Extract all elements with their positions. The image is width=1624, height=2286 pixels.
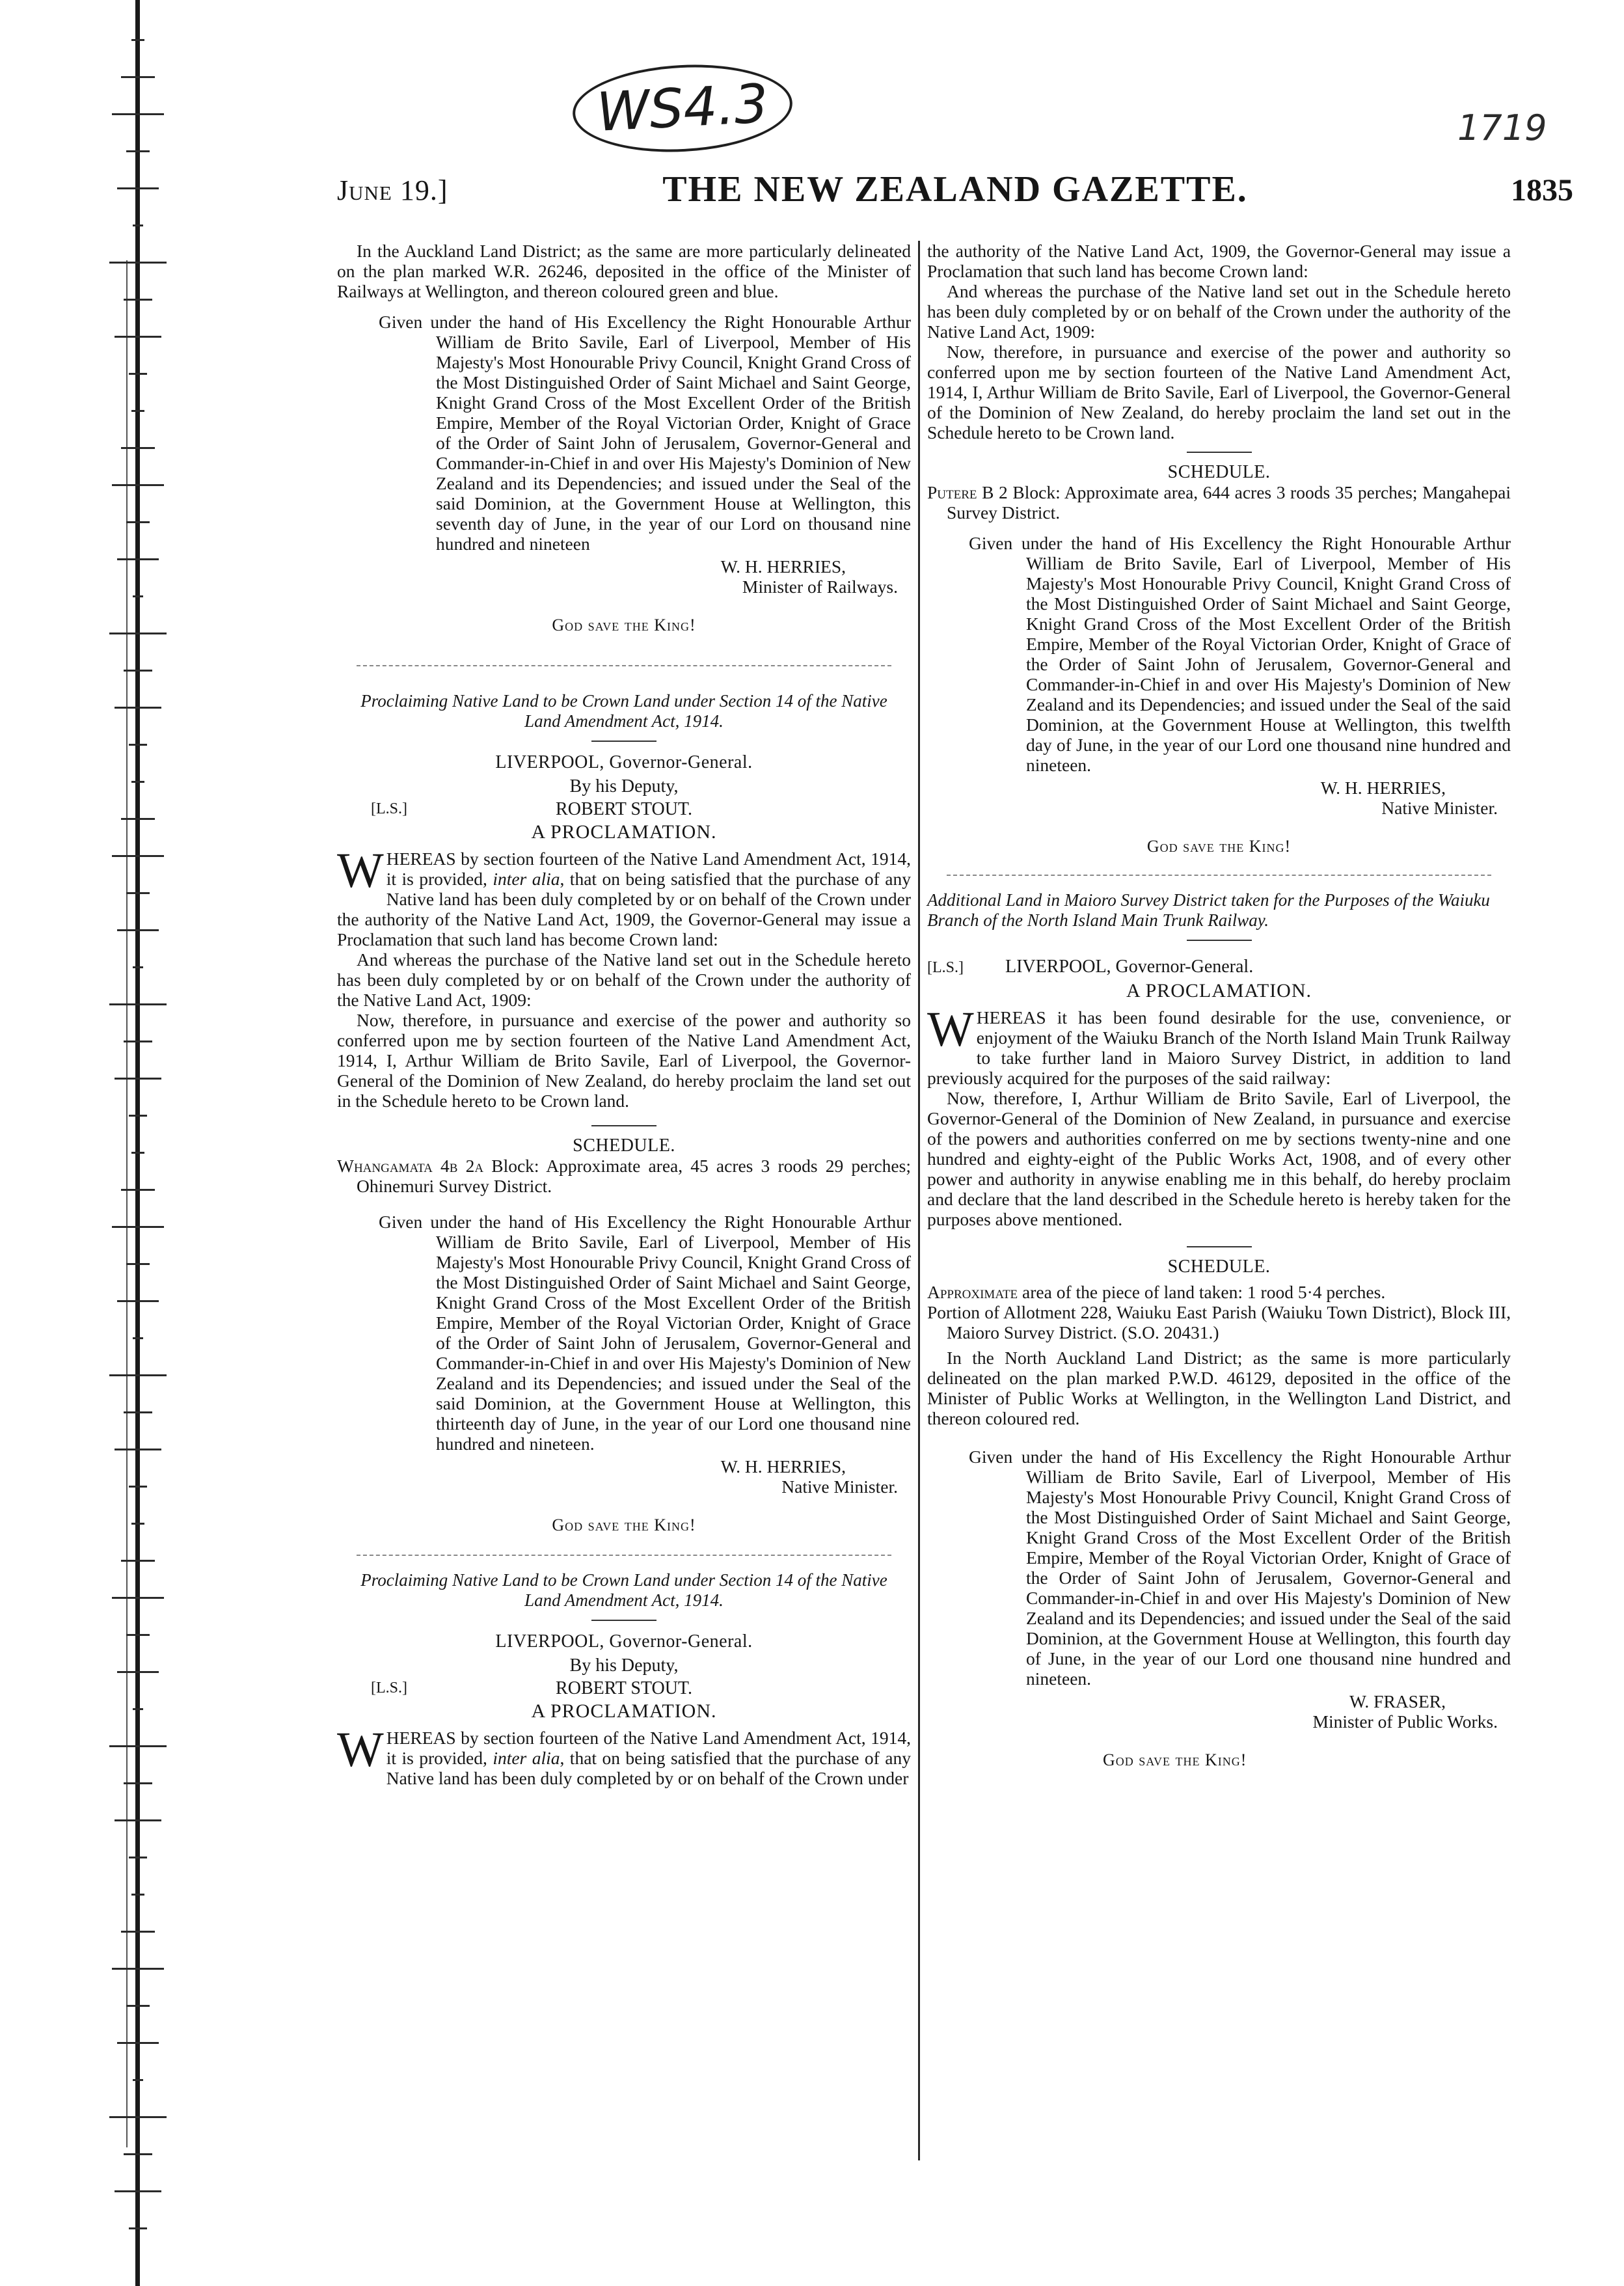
section-rule <box>357 665 891 668</box>
short-rule <box>591 741 656 742</box>
whereas-text-end: , that on being satisfied that the purchase of any Native land has been duly completed by or on behalf of the Crown under <box>386 1748 911 1788</box>
whereas-paragraph-2 <box>337 843 911 949</box>
land-district-paragraph: In the North Auckland Land District; as the same is more particularly delineated on the plan marked P.W.D. 46129, deposited in the office of the Minister of Public Works at Wellington, in the Wellington Land District, and thereon coloured red. <box>927 1348 1511 1428</box>
seal-row-3 <box>337 1678 911 1698</box>
signature-name-r2: W. FRASER, <box>1349 1691 1446 1711</box>
signature-role-1: Minister of Railways. <box>742 577 898 597</box>
binding-tick <box>112 1226 164 1228</box>
deputy-name-2: ROBERT STOUT. <box>556 799 692 819</box>
binding-tick <box>109 1745 167 1747</box>
schedule-entry <box>927 482 1511 523</box>
whereas-text-end: , that on being satisfied that the purchase of any Native land has been duly completed by or on behalf of the Crown under the authority of the Native Land Act, 1909, the Governor-General may issue a Proclamation that such land has become Crown land: <box>337 869 911 949</box>
proclamation-heading-3: Proclaiming Native Land to be Crown Land under Section 14 of the Native Land Amendment Act, 1914. <box>360 1570 887 1610</box>
now-therefore-paragraph: Now, therefore, in pursuance and exercise of the power and authority so conferred upon me by section fourteen of the Native Land Amendment Act, 1914, I, Arthur William de Brito Savile, Earl of Liverpool, the Governor-General of the Dominion of New Zealand, do hereby proclaim the land set out in the Schedule hereto to be Crown land. <box>927 342 1511 442</box>
section-rule <box>357 1555 891 1557</box>
given-under-hand-r2: Given under the hand of His Excellency the Right Honourable Arthur William de Brito Savile, Earl of Liverpool, Member of His Majesty's Most Honourable Privy Council, Knight Grand Cross of the Most Distinguished Order of Saint Michael and Saint George, Knight Grand Cross of the Most Excellent Order of the British Empire, Member of the Royal Victorian Order, Knight of Grace of the Order of Saint John of Jerusalem, Governor-General and Commander-in-Chief in and over His Majesty's Dominion of New Zealand and its Dependencies; and issued under the Seal of the said Dominion, at the Government House at Wellington, this fourth day of June, in the year of our Lord one thousand nine hundred and nineteen. <box>969 1447 1511 1689</box>
binding-tick <box>126 2005 150 2007</box>
binding-tick <box>121 818 155 820</box>
binding-tick <box>129 373 147 375</box>
signature-role-2: Native Minister. <box>781 1476 898 1497</box>
short-rule <box>1187 1246 1252 1247</box>
binding-tick <box>126 521 150 523</box>
now-therefore-paragraph-2: Now, therefore, in pursuance and exercise of the power and authority so conferred upon me by section fourteen of the Native Land Amendment Act, 1914, I, Arthur William de Brito Savile, Earl of Liverpool, the Governor-General of the Dominion of New Zealand, do hereby proclaim the land set out in the Schedule hereto to be Crown land. <box>337 1010 911 1111</box>
binding-tick <box>131 1152 144 1154</box>
signature-role-r1: Native Minister. <box>1381 798 1498 818</box>
god-save-king-2: God save the King! <box>552 1516 696 1534</box>
whereas-paragraph-r2 <box>927 1002 1511 1088</box>
binding-tick <box>126 892 150 894</box>
god-save-king-1: God save the King! <box>552 616 696 634</box>
binding-tick <box>115 2190 161 2192</box>
seal-row-2 <box>337 799 911 819</box>
binding-tick <box>129 1486 147 1488</box>
seal-mark: [L.S.] <box>927 959 964 976</box>
binding-tick <box>109 633 167 634</box>
proclamation-heading-r2: Additional Land in Maioro Survey District taken for the Purposes of the Waiuku Branch of the North Island Main Trunk Railway. <box>927 890 1490 930</box>
short-rule <box>1187 452 1252 453</box>
binding-tick <box>131 410 144 412</box>
continued-paragraph: the authority of the Native Land Act, 1909, the Governor-General may issue a Proclamation that such land has become Crown land: <box>927 241 1511 281</box>
schedule-entry-2 <box>337 1156 911 1196</box>
binding-tick <box>109 1003 167 1005</box>
approximate-value: area of the piece of land taken: 1 rood 5·4 perches. <box>1018 1282 1386 1302</box>
seal-mark: [L.S.] <box>371 800 407 817</box>
drop-cap: W <box>337 843 384 898</box>
binding-tick <box>124 299 152 301</box>
binding-tick <box>124 1782 152 1784</box>
schedule-heading: SCHEDULE. <box>1167 462 1271 482</box>
inter-alia: inter alia <box>493 1748 560 1768</box>
binding-tick <box>121 1189 155 1191</box>
right-column <box>927 241 1511 2265</box>
short-rule <box>591 1125 656 1126</box>
binding-tick <box>109 262 167 264</box>
section-rule <box>947 875 1491 877</box>
binding-edge-line <box>126 260 128 2147</box>
governor-general-2: LIVERPOOL, Governor-General. <box>495 752 753 772</box>
binding-tick <box>126 1634 150 1636</box>
binding-tick <box>129 1115 147 1117</box>
binding-line <box>135 0 140 2286</box>
binding-tick <box>117 558 159 560</box>
issue-date: June 19.] <box>337 174 448 206</box>
binding-tick <box>133 1337 143 1339</box>
governor-general-r2: LIVERPOOL, Governor-General. <box>1005 957 1254 977</box>
binding-tick <box>112 113 164 115</box>
block-details: Block: Approximate area, 644 acres 3 roods 35 perches; Mangahepai Survey District. <box>947 482 1511 523</box>
binding-tick <box>124 1411 152 1413</box>
binding-tick <box>115 1819 161 1821</box>
god-save-king-r1: God save the King! <box>1146 837 1292 856</box>
binding-tick <box>109 1374 167 1376</box>
given-under-hand-r1: Given under the hand of His Excellency the Right Honourable Arthur William de Brito Savile, Earl of Liverpool, Member of His Majesty's Most Honourable Privy Council, Knight Grand Cross of the Most Distinguished Order of Saint Michael and Saint George, Knight Grand Cross of the Most Excellent Order of the British Empire, Member of the Royal Victorian Order, Knight of Grace of the Order of Saint John of Jerusalem, Governor-General and Commander-in-Chief in and over His Majesty's Dominion of New Zealand and its Dependencies; and issued under the Seal of the said Dominion, at the Government House at Wellington, this twelfth day of June, in the year of our Lord one thousand nine hundred and nineteen. <box>969 533 1511 775</box>
binding-tick <box>121 447 155 449</box>
binding-tick <box>121 1931 155 1933</box>
binding-tick <box>131 1523 144 1525</box>
signature-name-1: W. H. HERRIES, <box>720 556 846 577</box>
gazette-header <box>337 166 1573 218</box>
whereas-text: HEREAS it has been found desirable for the use, convenience, or enjoyment of the Waiuku Branch of the North Island Main Trunk Railway to take further land in Maioro Survey District, in addition to land previously acquired for the purposes of the said railway: <box>927 1007 1511 1088</box>
page-number: 1835 <box>1511 173 1573 208</box>
binding-edge <box>98 0 182 2286</box>
block-name: Putere B 2 <box>927 482 1008 502</box>
handwritten-page-stamp: 1719 <box>1457 107 1547 148</box>
drop-cap: W <box>337 1722 384 1777</box>
binding-tick <box>133 595 143 597</box>
binding-tick <box>109 2116 167 2118</box>
left-column <box>337 241 911 2265</box>
binding-tick <box>124 2153 152 2155</box>
schedule-heading-2: SCHEDULE. <box>573 1136 675 1156</box>
binding-tick <box>115 707 161 709</box>
column-divider <box>918 241 920 2160</box>
whereas-paragraph-3 <box>337 1722 911 1788</box>
binding-tick <box>129 744 147 746</box>
proclamation-heading-2: Proclaiming Native Land to be Crown Land under Section 14 of the Native Land Amendment Act, 1914. <box>360 691 887 731</box>
binding-tick <box>131 39 144 41</box>
deputy-name-3: ROBERT STOUT. <box>556 1678 692 1698</box>
binding-tick <box>115 1449 161 1450</box>
binding-tick <box>131 781 144 783</box>
binding-tick <box>124 670 152 672</box>
binding-tick <box>133 225 143 226</box>
binding-tick <box>133 966 143 968</box>
proclamation-title-r2: A PROCLAMATION. <box>1126 980 1312 1001</box>
given-under-hand-2: Given under the hand of His Excellency the Right Honourable Arthur William de Brito Savile, Earl of Liverpool, Member of His Majesty's Most Honourable Privy Council, Knight Grand Cross of the Most Distinguished Order of Saint Michael and Saint George, Knight Grand Cross of the Most Excellent Order of the British Empire, Member of the Royal Victorian Order, Knight of Grace of the Order of Saint John of Jerusalem, Governor-General and Commander-in-Chief in and over His Majesty's Dominion of New Zealand and its Dependencies; and issued under the Seal of the said Dominion, at the Government House at Wellington, this thirteenth day of June, in the year of our Lord one thousand nine hundred and nineteen. <box>379 1212 911 1454</box>
binding-tick <box>131 1894 144 1896</box>
binding-tick <box>112 855 164 857</box>
and-whereas-paragraph-2: And whereas the purchase of the Native land set out in the Schedule hereto has been duly completed by or on behalf of the Crown under the authority of the Native Land Act, 1909: <box>337 949 911 1010</box>
binding-tick <box>129 1857 147 1858</box>
intro-paragraph: In the Auckland Land District; as the same are more particularly delineated on the plan marked W.R. 26246, deposited in the office of the Minister of Railways at Wellington, and thereon coloured green and blue. <box>337 241 911 301</box>
short-rule <box>591 1620 656 1621</box>
and-whereas-paragraph: And whereas the purchase of the Native land set out in the Schedule hereto has been duly completed by or on behalf of the Crown under the authority of the Native Land Act, 1909: <box>927 281 1511 342</box>
proclamation-title-3: A PROCLAMATION. <box>531 1700 717 1722</box>
signature-name-2: W. H. HERRIES, <box>720 1456 846 1476</box>
binding-tick <box>117 187 159 189</box>
governor-general-3: LIVERPOOL, Governor-General. <box>495 1631 753 1652</box>
binding-tick <box>126 1263 150 1265</box>
binding-tick <box>121 76 155 78</box>
whereas-text: HEREAS by section fourteen of the Native Land Amendment Act, 1914, it is provided, <box>386 849 911 889</box>
binding-tick <box>124 1041 152 1042</box>
binding-tick <box>117 1671 159 1673</box>
approximate-label: Approximate <box>927 1282 1018 1302</box>
inter-alia: inter alia <box>493 869 560 889</box>
block-name: Whangamata 4b 2a <box>337 1156 484 1176</box>
now-therefore-paragraph-r2: Now, therefore, I, Arthur William de Brito Savile, Earl of Liverpool, the Governor-General of the Dominion of New Zealand, in pursuance and exercise of the powers and authorities conferred on me by sections twenty-nine and one hundred and eighty-eight of the Public Works Act, 1908, and of every other power and authority in anywise enabling me in this behalf, do hereby proclaim and declare that the land described in the Schedule hereto is hereby taken for the purposes above mentioned. <box>927 1088 1511 1229</box>
binding-tick <box>121 1560 155 1562</box>
binding-tick <box>117 1300 159 1302</box>
binding-tick <box>112 484 164 486</box>
binding-tick <box>117 929 159 931</box>
binding-tick <box>129 2227 147 2229</box>
binding-tick <box>112 1968 164 1970</box>
approximate-area <box>927 1282 1511 1302</box>
proclamation-title-2: A PROCLAMATION. <box>531 821 717 843</box>
binding-tick <box>126 150 150 152</box>
binding-tick <box>133 2079 143 2081</box>
drop-cap: W <box>927 1002 974 1057</box>
by-deputy-2: By his Deputy, <box>569 776 679 796</box>
god-save-king-r2: God save the King! <box>1103 1750 1247 1769</box>
handwritten-annotation: WS4.3 <box>571 59 794 157</box>
whereas-text: HEREAS by section fourteen of the Native Land Amendment Act, 1914, it is provided, <box>386 1728 911 1768</box>
by-deputy-3: By his Deputy, <box>569 1655 679 1676</box>
seal-governor-row <box>927 957 1511 978</box>
given-under-hand-1: Given under the hand of His Excellency the Right Honourable Arthur William de Brito Savile, Earl of Liverpool, Member of His Majesty's Most Honourable Privy Council, Knight Grand Cross of the Most Distinguished Order of Saint Michael and Saint George, Knight Grand Cross of the Most Excellent Order of the British Empire, Member of the Royal Victorian Order, Knight of Grace of the Order of Saint John of Jerusalem, Governor-General and Commander-in-Chief in and over His Majesty's Dominion of New Zealand and its Dependencies; and issued under the Seal of the said Dominion, at the Government House at Wellington, this seventh day of June, in the year of our Lord on thousand nine hundred and nineteen <box>379 312 911 554</box>
schedule-heading-r2: SCHEDULE. <box>1167 1257 1271 1277</box>
seal-mark: [L.S.] <box>371 1680 407 1696</box>
signature-role-r2: Minister of Public Works. <box>1312 1711 1498 1732</box>
binding-tick <box>115 1078 161 1080</box>
short-rule <box>1187 940 1252 941</box>
binding-tick <box>117 2042 159 2044</box>
portion-description: Portion of Allotment 228, Waiuku East Parish (Waiuku Town District), Block III, Maioro Survey District. (S.O. 20431.) <box>927 1302 1511 1342</box>
binding-tick <box>115 336 161 338</box>
signature-name-r1: W. H. HERRIES, <box>1320 778 1446 798</box>
gazette-title: THE NEW ZEALAND GAZETTE. <box>662 169 1248 210</box>
binding-tick <box>133 1708 143 1710</box>
block-details: Block: Approximate area, 45 acres 3 roods 29 perches; Ohinemuri Survey District. <box>357 1156 911 1196</box>
binding-tick <box>112 1597 164 1599</box>
